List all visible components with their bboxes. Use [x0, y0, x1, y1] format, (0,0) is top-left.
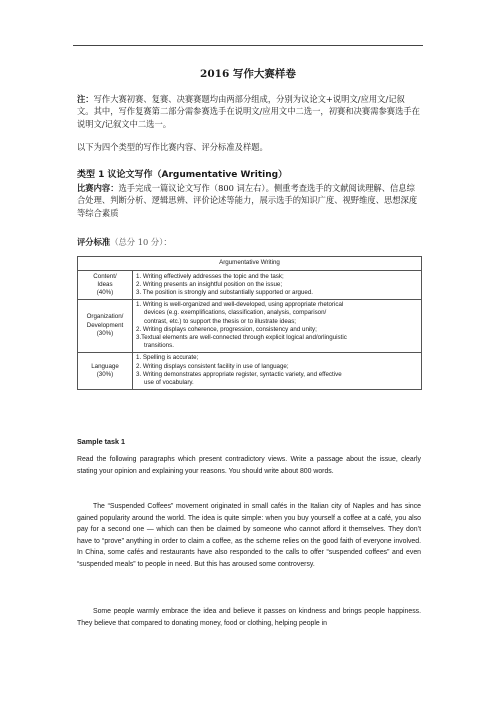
- criterion: devices (e.g. exemplifications, classification, analysis, comparison/: [144, 309, 327, 317]
- sample-paragraph-2: Some people warmly embrace the idea and believe it passes on kindness and brings people happiness. They believe that compared to donating money, food or clothing, helping people in: [77, 608, 421, 627]
- criterion: 2. Writing presents an insightful position on the issue;: [136, 280, 283, 288]
- rubric-header-row: [78, 257, 422, 271]
- category-weight: (40%): [96, 288, 114, 296]
- sample-instruction: Read the following paragraphs which present contradictory views. Write a passage about the issue, clearly stating your opinion and explaining your reasons. You should write about 800 words.: [77, 456, 421, 475]
- sample-paragraph-1: The “Suspended Coffees” movement originated in small cafés in the Italian city of Naples and has since gained popularity around the world. The idea is quite simple: when you buy yourself a coffee at a café, you also pay for a second one — which can then be claimed by someone who cannot afford it themselves. They don’t have to “prove” anything in order to claim a coffee, as the scheme relies on the good faith of everyone involved. In China, some cafés and restaurants have also responded to the calls to offer “suspended coffees” and even “suspended meals” to people in need. But this has aroused some controversy.: [77, 503, 421, 568]
- page-title: 2016 写作大赛样卷: [200, 68, 296, 80]
- rubric-row-language: [78, 352, 422, 389]
- rubric-category: [78, 352, 133, 389]
- rubric-table: [77, 256, 422, 390]
- type1-heading: 类型 1 议论文写作（Argumentative Writing）: [77, 170, 288, 180]
- category-line: Development: [86, 321, 124, 329]
- criterion: contrast, etc.) to support the thesis or to illustrate ideas;: [144, 317, 297, 325]
- scoring-note: （总分 10 分）：: [110, 237, 172, 247]
- criterion: transitions.: [144, 342, 174, 350]
- content-text: 选手完成一篇议论文写作（800 词左右）。侧重考查选手的文献阅读理解、信息综合处理、判断分析、逻辑思辨、评价论述等能力，展示选手的知识广度、视野维度、思想深度等综合素质: [77, 183, 418, 218]
- rubric-header: Argumentative Writing: [78, 257, 422, 271]
- scoring-line: [77, 236, 421, 248]
- category-line: Language: [91, 362, 119, 370]
- category-weight: (30%): [96, 329, 114, 337]
- category-line: Content/: [93, 272, 117, 280]
- category-weight: (30%): [96, 370, 114, 378]
- criterion: 1. Spelling is accurate;: [136, 354, 199, 362]
- rubric-row-organization: [78, 299, 422, 352]
- content-label: 比赛内容：: [77, 183, 119, 193]
- category-line: Organization/: [86, 313, 124, 321]
- note-label: 注：: [77, 94, 94, 104]
- category-line: Ideas: [97, 280, 113, 288]
- rubric-criteria: [133, 271, 422, 300]
- note-paragraph: [77, 93, 421, 130]
- rubric-category: [78, 299, 133, 352]
- criterion: 2. Writing displays consistent facility in use of language;: [136, 362, 289, 370]
- header-rule: [73, 45, 423, 46]
- note-text: 写作大赛初赛、复赛、决赛赛题均由两部分组成，分别为议论文+说明文/应用文/记叙文。其中，写作复赛第二部分需参赛选手在说明文/应用文中二选一，初赛和决赛需参赛选手在说明文/记叙文中二选一。: [77, 94, 420, 129]
- content-paragraph: [77, 182, 421, 219]
- criterion: 3.Textual elements are well-connected through explicit logical and/orlinguistic: [136, 333, 347, 341]
- rubric-criteria: [133, 352, 422, 389]
- sample-heading: Sample task 1: [77, 437, 125, 446]
- criterion: 2. Writing displays coherence, progression, consistency and unity;: [136, 325, 317, 333]
- criterion: 1. Writing is well-organized and well-developed, using appropriate rhetorical: [136, 301, 344, 309]
- scoring-label: 评分标准: [77, 237, 111, 247]
- criterion: 1. Writing effectively addresses the topic and the task;: [136, 272, 284, 280]
- rubric-criteria: [133, 299, 422, 352]
- rubric-category: [78, 271, 133, 300]
- rubric-row-content: [78, 271, 422, 300]
- criterion: use of vocabulary.: [144, 378, 194, 386]
- criterion: 3. The position is strongly and substantially supported or argued.: [136, 288, 314, 296]
- intro-paragraph: 以下为四个类型的写作比赛内容、评分标准及样题。: [77, 142, 268, 152]
- criterion: 3. Writing demonstrates appropriate register, syntactic variety, and effective: [136, 370, 342, 378]
